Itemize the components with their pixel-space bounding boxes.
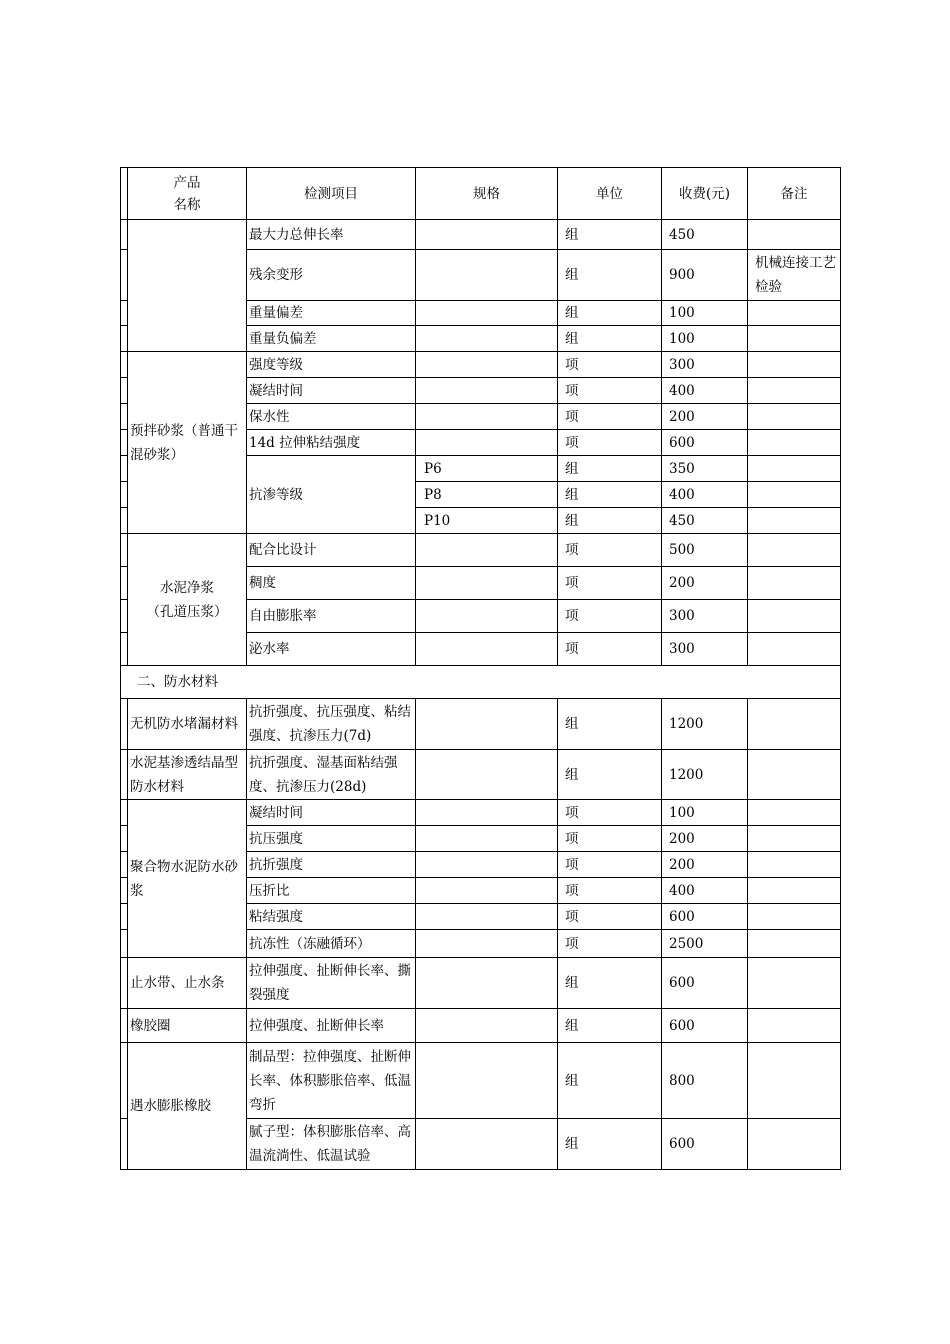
spec-cell	[416, 633, 558, 666]
table-header-row	[121, 168, 841, 220]
test-item-cell: 抗折强度	[247, 852, 416, 878]
spec-cell	[416, 699, 558, 750]
table-row	[121, 220, 841, 250]
fee-cell: 400	[662, 878, 748, 904]
spec-cell	[416, 1043, 558, 1119]
row-gutter	[121, 699, 128, 750]
fee-cell: 100	[662, 800, 748, 826]
row-gutter	[121, 904, 128, 930]
fee-cell: 500	[662, 534, 748, 567]
fee-cell: 450	[662, 220, 748, 250]
test-item-cell: 凝结时间	[247, 378, 416, 404]
fee-cell: 2500	[662, 930, 748, 958]
note-cell	[748, 750, 841, 800]
fee-cell: 300	[662, 600, 748, 633]
table-row	[121, 1009, 841, 1043]
fee-cell: 100	[662, 301, 748, 326]
note-cell	[748, 456, 841, 482]
note-cell	[748, 352, 841, 378]
row-gutter	[121, 220, 128, 250]
row-gutter	[121, 534, 128, 567]
fee-cell: 600	[662, 1119, 748, 1170]
fee-cell: 200	[662, 404, 748, 430]
spec-cell	[416, 404, 558, 430]
spec-cell	[416, 326, 558, 352]
note-cell	[748, 878, 841, 904]
table-row	[121, 534, 841, 567]
unit-cell: 项	[558, 567, 662, 600]
fee-cell: 800	[662, 1043, 748, 1119]
row-gutter	[121, 250, 128, 301]
fee-cell: 600	[662, 1009, 748, 1043]
spec-cell	[416, 826, 558, 852]
unit-cell: 组	[558, 508, 662, 534]
unit-cell: 项	[558, 430, 662, 456]
product-name-cell: 遇水膨胀橡胶	[128, 1043, 247, 1170]
unit-cell: 组	[558, 220, 662, 250]
test-item-cell: 重量偏差	[247, 301, 416, 326]
note-cell	[748, 958, 841, 1009]
unit-cell: 项	[558, 352, 662, 378]
test-item-cell: 重量负偏差	[247, 326, 416, 352]
note-cell	[748, 430, 841, 456]
row-gutter	[121, 456, 128, 482]
spec-cell	[416, 600, 558, 633]
test-item-cell: 14d 拉伸粘结强度	[247, 430, 416, 456]
note-cell	[748, 930, 841, 958]
header-test-item: 检测项目	[247, 168, 416, 220]
table-row	[121, 352, 841, 378]
test-item-cell: 抗折强度、抗压强度、粘结强度、抗渗压力(7d)	[247, 699, 416, 750]
fee-table	[120, 167, 841, 1170]
header-spec: 规格	[416, 168, 558, 220]
note-cell	[748, 326, 841, 352]
spec-cell	[416, 567, 558, 600]
note-cell	[748, 508, 841, 534]
unit-cell: 组	[558, 326, 662, 352]
note-cell	[748, 600, 841, 633]
table-row	[121, 800, 841, 826]
unit-cell: 项	[558, 800, 662, 826]
note-cell	[748, 301, 841, 326]
test-item-cell: 保水性	[247, 404, 416, 430]
fee-cell: 300	[662, 352, 748, 378]
spec-cell	[416, 958, 558, 1009]
spec-cell	[416, 534, 558, 567]
test-item-cell: 拉伸强度、扯断伸长率、撕裂强度	[247, 958, 416, 1009]
test-item-cell: 制品型：拉伸强度、扯断伸长率、体积膨胀倍率、低温弯折	[247, 1043, 416, 1119]
row-gutter	[121, 852, 128, 878]
row-gutter	[121, 378, 128, 404]
product-name-cell: 预拌砂浆（普通干混砂浆）	[128, 352, 247, 534]
fee-cell: 450	[662, 508, 748, 534]
note-cell	[748, 699, 841, 750]
test-item-cell: 抗折强度、湿基面粘结强度、抗渗压力(28d)	[247, 750, 416, 800]
spec-cell	[416, 852, 558, 878]
row-gutter	[121, 1119, 128, 1170]
test-item-cell: 抗压强度	[247, 826, 416, 852]
spec-cell	[416, 800, 558, 826]
test-item-cell: 抗冻性（冻融循环）	[247, 930, 416, 958]
note-cell	[748, 800, 841, 826]
fee-cell: 600	[662, 904, 748, 930]
row-gutter	[121, 930, 128, 958]
row-gutter	[121, 508, 128, 534]
row-gutter	[121, 168, 128, 220]
fee-cell: 100	[662, 326, 748, 352]
row-gutter	[121, 482, 128, 508]
spec-cell: P6	[416, 456, 558, 482]
header-unit: 单位	[558, 168, 662, 220]
product-name-cell: 止水带、止水条	[128, 958, 247, 1009]
product-name-cell: 橡胶圈	[128, 1009, 247, 1043]
note-cell	[748, 534, 841, 567]
product-name-cell: 水泥净浆 （孔道压浆）	[128, 534, 247, 666]
note-cell	[748, 852, 841, 878]
section-title-row	[121, 666, 841, 699]
test-item-cell: 压折比	[247, 878, 416, 904]
note-cell	[748, 826, 841, 852]
row-gutter	[121, 958, 128, 1009]
fee-cell: 200	[662, 826, 748, 852]
test-item-cell: 配合比设计	[247, 534, 416, 567]
note-cell	[748, 1119, 841, 1170]
unit-cell: 组	[558, 456, 662, 482]
spec-cell	[416, 220, 558, 250]
row-gutter	[121, 567, 128, 600]
unit-cell: 组	[558, 958, 662, 1009]
fee-cell: 900	[662, 250, 748, 301]
unit-cell: 组	[558, 750, 662, 800]
unit-cell: 项	[558, 826, 662, 852]
spec-cell	[416, 878, 558, 904]
fee-cell: 600	[662, 430, 748, 456]
product-name-cell: 聚合物水泥防水砂浆	[128, 800, 247, 958]
test-item-cell: 强度等级	[247, 352, 416, 378]
test-item-cell: 最大力总伸长率	[247, 220, 416, 250]
fee-cell: 350	[662, 456, 748, 482]
spec-cell	[416, 301, 558, 326]
spec-cell	[416, 904, 558, 930]
product-name-cell: 无机防水堵漏材料	[128, 699, 247, 750]
fee-cell: 400	[662, 482, 748, 508]
fee-cell: 1200	[662, 699, 748, 750]
header-fee: 收费(元)	[662, 168, 748, 220]
note-cell	[748, 482, 841, 508]
fee-cell: 400	[662, 378, 748, 404]
unit-cell: 项	[558, 852, 662, 878]
spec-cell	[416, 1009, 558, 1043]
spec-cell	[416, 250, 558, 301]
spec-cell	[416, 352, 558, 378]
row-gutter	[121, 430, 128, 456]
test-item-cell: 泌水率	[247, 633, 416, 666]
unit-cell: 组	[558, 301, 662, 326]
spec-cell	[416, 930, 558, 958]
unit-cell: 项	[558, 930, 662, 958]
row-gutter	[121, 326, 128, 352]
header-note: 备注	[748, 168, 841, 220]
unit-cell: 项	[558, 904, 662, 930]
unit-cell: 组	[558, 1043, 662, 1119]
table-row	[121, 958, 841, 1009]
row-gutter	[121, 800, 128, 826]
unit-cell: 项	[558, 600, 662, 633]
note-cell	[748, 567, 841, 600]
product-name-cell	[128, 220, 247, 352]
fee-table-sheet	[120, 167, 840, 1170]
spec-cell	[416, 1119, 558, 1170]
row-gutter	[121, 750, 128, 800]
note-cell	[748, 633, 841, 666]
note-cell	[748, 1043, 841, 1119]
fee-cell: 200	[662, 852, 748, 878]
row-gutter	[121, 878, 128, 904]
note-cell	[748, 904, 841, 930]
product-name-cell: 水泥基渗透结晶型防水材料	[128, 750, 247, 800]
unit-cell: 组	[558, 482, 662, 508]
note-cell	[748, 404, 841, 430]
row-gutter	[121, 600, 128, 633]
section-title: 二、防水材料	[121, 666, 841, 699]
test-item-cell: 自由膨胀率	[247, 600, 416, 633]
unit-cell: 项	[558, 378, 662, 404]
test-item-cell: 凝结时间	[247, 800, 416, 826]
row-gutter	[121, 633, 128, 666]
row-gutter	[121, 826, 128, 852]
row-gutter	[121, 301, 128, 326]
header-product-name: 产品 名称	[128, 168, 247, 220]
test-item-cell: 残余变形	[247, 250, 416, 301]
unit-cell: 组	[558, 250, 662, 301]
note-cell	[748, 220, 841, 250]
table-row	[121, 1043, 841, 1119]
fee-cell: 200	[662, 567, 748, 600]
spec-cell	[416, 378, 558, 404]
spec-cell	[416, 430, 558, 456]
row-gutter	[121, 352, 128, 378]
note-cell: 机械连接工艺检验	[748, 250, 841, 301]
fee-cell: 300	[662, 633, 748, 666]
row-gutter	[121, 404, 128, 430]
table-row	[121, 699, 841, 750]
test-item-cell: 稠度	[247, 567, 416, 600]
unit-cell: 项	[558, 633, 662, 666]
test-item-cell: 抗渗等级	[247, 456, 416, 534]
row-gutter	[121, 1009, 128, 1043]
test-item-cell: 拉伸强度、扯断伸长率	[247, 1009, 416, 1043]
test-item-cell: 粘结强度	[247, 904, 416, 930]
unit-cell: 项	[558, 534, 662, 567]
spec-cell	[416, 750, 558, 800]
row-gutter	[121, 1043, 128, 1119]
spec-cell: P10	[416, 508, 558, 534]
unit-cell: 组	[558, 1009, 662, 1043]
note-cell	[748, 1009, 841, 1043]
unit-cell: 组	[558, 699, 662, 750]
unit-cell: 项	[558, 878, 662, 904]
spec-cell: P8	[416, 482, 558, 508]
table-row	[121, 750, 841, 800]
fee-cell: 1200	[662, 750, 748, 800]
unit-cell: 项	[558, 404, 662, 430]
note-cell	[748, 378, 841, 404]
unit-cell: 组	[558, 1119, 662, 1170]
test-item-cell: 腻子型：体积膨胀倍率、高温流淌性、低温试验	[247, 1119, 416, 1170]
fee-cell: 600	[662, 958, 748, 1009]
